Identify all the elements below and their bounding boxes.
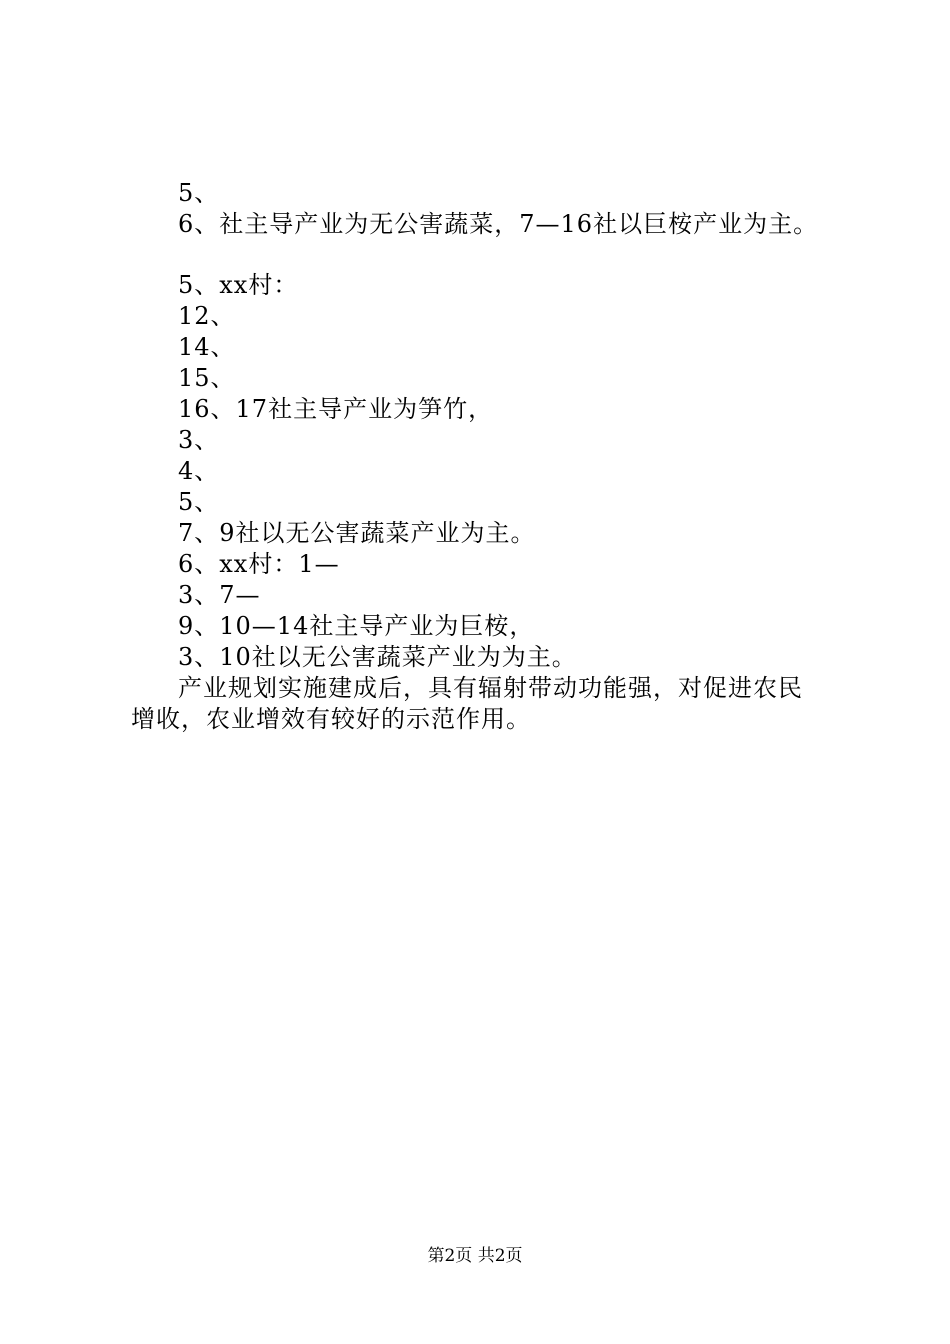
list-item: 3、10社以无公害蔬菜产业为为主。 xyxy=(178,643,577,671)
page-footer: 第2页 共2页 xyxy=(427,1246,523,1266)
paragraph-line: 产业规划实施建成后，具有辐射带动功能强，对促进农民 xyxy=(178,674,803,702)
list-item: 15、 xyxy=(178,364,236,392)
list-item: 4、 xyxy=(178,457,220,485)
list-item: 3、7— xyxy=(178,581,261,609)
list-item: 5、 xyxy=(178,179,220,207)
list-item: 6、xx村：1— xyxy=(178,550,340,578)
list-item: 3、 xyxy=(178,426,220,454)
list-item: 14、 xyxy=(178,333,236,361)
list-item: 9、10—14社主导产业为巨桉， xyxy=(178,612,535,640)
list-item: 5、xx村： xyxy=(178,271,299,299)
list-item: 5、 xyxy=(178,488,220,516)
paragraph-line: 增收，农业增效有较好的示范作用。 xyxy=(131,705,531,733)
list-item: 12、 xyxy=(178,302,236,330)
list-item: 6、社主导产业为无公害蔬菜，7—16社以巨桉产业为主。 xyxy=(178,210,819,238)
list-item: 16、17社主导产业为笋竹， xyxy=(178,395,494,423)
list-item: 7、9社以无公害蔬菜产业为主。 xyxy=(178,519,536,547)
